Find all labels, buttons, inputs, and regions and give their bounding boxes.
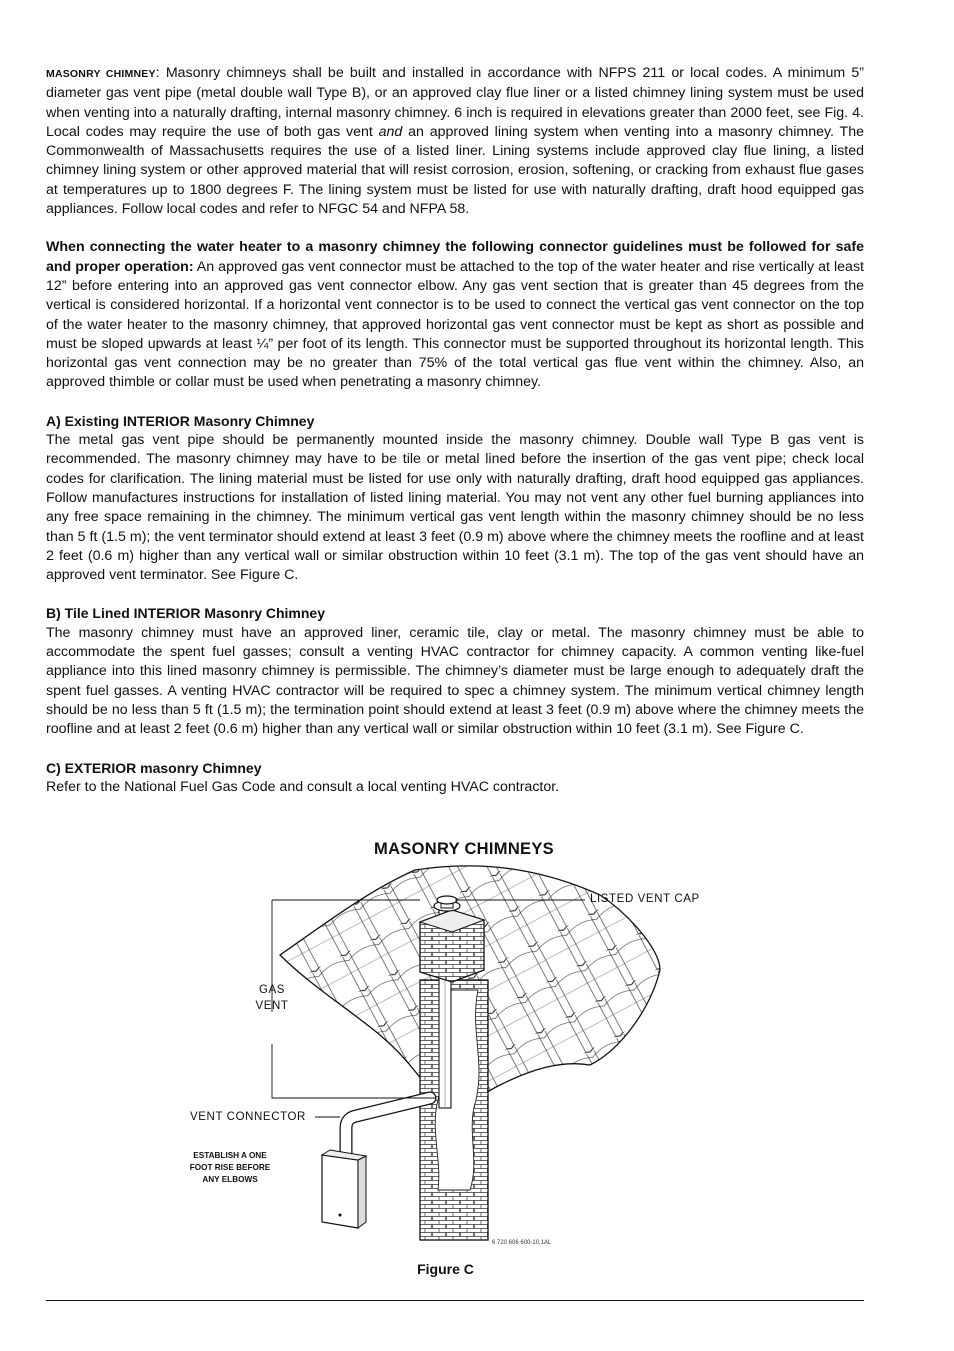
- bottom-rule: [46, 1300, 864, 1301]
- label-listed-vent-cap: LISTED VENT CAP: [590, 893, 700, 905]
- section-a-heading: A) Existing INTERIOR Masonry Chimney: [46, 412, 315, 429]
- section-b-paragraph: The masonry chimney must have an approved liner, ceramic tile, clay or metal. The masonry chimney must be able to accommodate the spent fuel gasses; consult a venting HVAC contractor for chimney capacity. A common venting like-fuel appliance into this lined masonry chimney is permissible. The chimney’s diameter must be large enough to adequately draft the spent fuel gasses. A venting HVAC contractor will be required to spec a chimney system. The minimum vertical chimney length should be no less than 5 ft (1.5 m); the termination point should extend at least 3 feet (0.9 m) above where the chimney meets the roofline and at least 2 feet (0.6 m) higher than any vertical wall or similar obstruction within 10 feet (3.1 m). See Figure C.: [46, 624, 864, 738]
- figure-code: 6 720 606 600-10.1AL: [492, 1240, 552, 1246]
- section-b-heading: B) Tile Lined INTERIOR Masonry Chimney: [46, 605, 326, 622]
- figure-caption: Figure C: [417, 1261, 474, 1277]
- label-rise-line1: ESTABLISH A ONE: [193, 1151, 267, 1160]
- masonry-chimney-label: MASONRY CHIMNEY: [46, 68, 156, 80]
- label-rise-line2: FOOT RISE BEFORE: [189, 1163, 271, 1172]
- chimney-illustration: [180, 860, 740, 1255]
- water-heater: [322, 1155, 358, 1228]
- connector-guidelines-lead: When connecting the water heater to a masonry chimney the following connector guidelines must be followed for safe and proper operation:: [46, 239, 864, 275]
- section-c-paragraph: Refer to the National Fuel Gas Code and consult a local venting HVAC contractor.: [46, 778, 560, 795]
- label-vent-connector: VENT CONNECTOR: [190, 1111, 306, 1123]
- section-a-paragraph: The metal gas vent pipe should be permanently mounted inside the masonry chimney. Double wall Type B gas vent is recommended. The masonry chimney may have to be tile or metal lined before the insertion of the gas vent pipe; check local codes for clarification. The lining material must be listed for use only with naturally drafting, draft hood equipped gas appliances. Follow manufactures instructions for installation of listed lining material. You may not vent any other fuel burning appliances into any free space remaining in the chimney. The minimum vertical gas vent length within the masonry chimney should be no less than 5 ft (1.5 m); the vent terminator should extend at least 3 feet (0.9 m) above where the chimney meets the roofline and at least 2 feet (0.6 m) higher than any vertical wall or similar obstruction within 10 feet (3.1 m). The top of the gas vent should have an approved vent terminator. See Figure C.: [46, 432, 864, 584]
- masonry-chimney-paragraph: MASONRY CHIMNEY: Masonry chimneys shall be built and installed in accordance with NFPS 211 or local codes. A minimum 5” diameter gas vent pipe (metal double wall Type B), or an approved clay flue liner or a listed chimney lining system must be used when venting into a naturally drafting, internal masonry chimney. 6 inch is required in elevations greater than 2000 feet, see Fig. 4. Local codes may require the use of both gas vent and an approved lining system when venting into a masonry chimney. The Commonwealth of Massachusetts requires the use of a listed liner. Lining systems include approved clay flue lining, a listed chimney lining system or other approved material that will resist corrosion, erosion, softening, or cracking from exhaust flue gases at temperatures up to 1800 degrees F. The lining system must be listed for use with naturally drafting, draft hood equipped gas appliances. Follow local codes and refer to NFGC 54 and NFPA 58.: [46, 65, 864, 218]
- label-gas-vent-line2: VENT: [255, 1000, 289, 1012]
- document-body: [46, 64, 864, 797]
- label-gas-vent-line1: GAS: [258, 984, 286, 996]
- section-c-heading: C) EXTERIOR masonry Chimney: [46, 759, 262, 776]
- connector-guidelines-paragraph: When connecting the water heater to a masonry chimney the following connector guidelines must be followed for safe and proper operation: An approved gas vent connector must be attached to the top of the water heater and rise vertically at least 12” before entering into an approved gas vent connector elbow. Any gas vent section that is greater than 45 degrees from the vertical is considered horizontal. If a horizontal vent connector is to be used to connect the vertical gas vent connector on the top of the water heater to the masonry chimney, that approved horizontal gas vent connector must be kept as short as possible and must be sloped upwards at least ¼” per foot of its length. This connector must be supported throughout its horizontal length. This horizontal gas vent connection may be no greater than 75% of the total vertical gas flue vent within the chimney. Also, an approved thimble or collar must be used when penetrating a masonry chimney.: [46, 239, 864, 391]
- masonry-chimney-figure: [180, 860, 740, 1255]
- label-rise-line3: ANY ELBOWS: [202, 1175, 258, 1184]
- figure-title: MASONRY CHIMNEYS: [374, 840, 554, 858]
